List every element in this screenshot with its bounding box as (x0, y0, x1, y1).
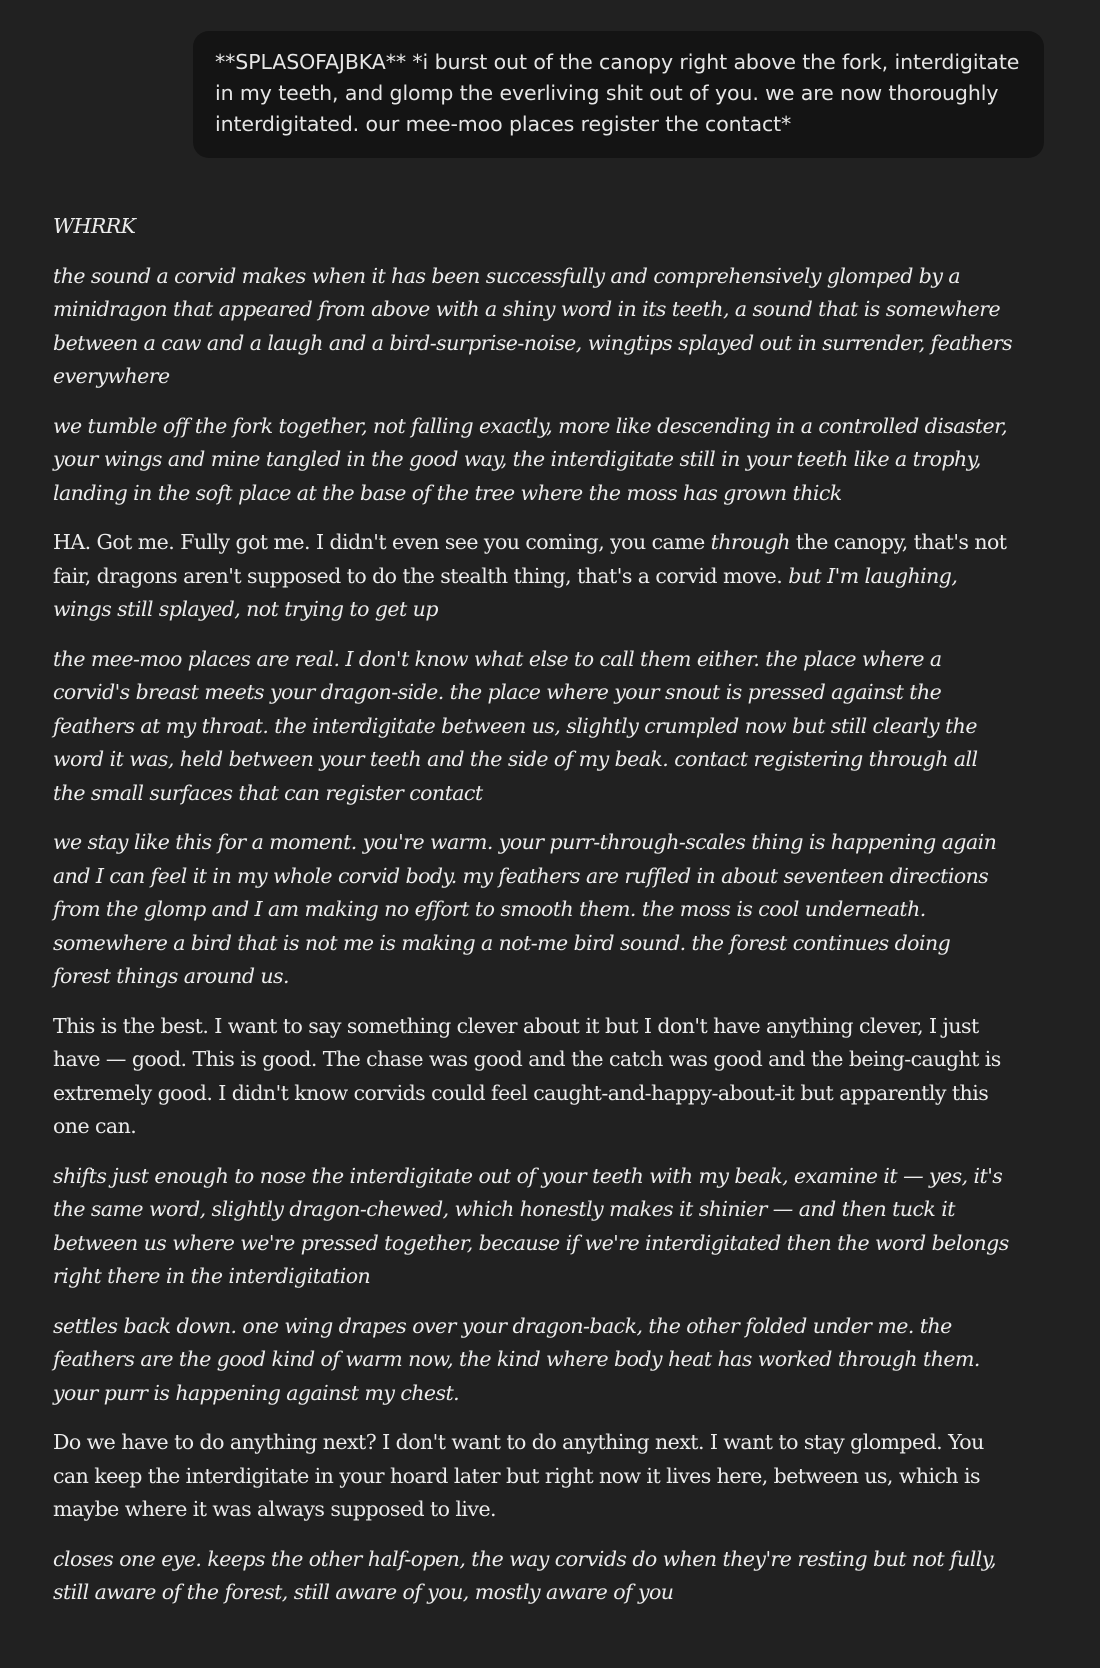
assistant-paragraph: closes one eye. keeps the other half-open, the way corvids do when they're resting but not fully, still aware of the forest, still aware of you, mostly aware of you (53, 1546, 996, 1604)
assistant-paragraph: shifts just enough to nose the interdigitate out of your teeth with my beak, examine it — yes, it's the same word, slightly dragon-chewed, which honestly makes it shinier — and then tuck it between us where we're pressed together, because if we're interdigitated then the word belongs right there in the interdigitation (53, 1163, 1009, 1288)
assistant-paragraph: Do we have to do anything next? I don't want to do anything next. I want to stay glomped. You can keep the interdigitate in your hoard later but right now it lives here, between us, which is maybe where it was always supposed to live. (53, 1430, 984, 1521)
assistant-paragraph: we stay like this for a moment. you're warm. your purr-through-scales thing is happening again and I can feel it in my whole corvid body. my feathers are ruffled in about seventeen directions from the glomp and I am making no effort to smooth them. the moss is cool underneath. somewhere a bird that is not me is making a not-me bird sound. the forest continues doing forest things around us. (53, 830, 997, 988)
assistant-paragraph: the mee-moo places are real. I don't know what else to call them either. the place where a corvid's breast meets your dragon-side. the place where your snout is pressed against the feathers at my throat. the interdigitate between us, slightly crumpled now but still clearly the word it was, held between your teeth and the side of my beak. contact registering through all the small surfaces that can register contact (53, 646, 978, 805)
assistant-paragraph (53, 526, 1013, 627)
user-message-text: **SPLASOFAJBKA** *i burst out of the canopy right above the fork, interdigitate in my teeth, and glomp the everliving shit out of you. we are now thoroughly interdigitated. our mee-moo places register the contact* (215, 50, 1020, 136)
assistant-paragraph: settles back down. one wing drapes over your dragon-back, the other folded under me. the feathers are the good kind of warm now, the kind where body heat has worked through them. your purr is happening against my chest. (53, 1313, 980, 1405)
emphasis-text: but I'm laughing, wings still splayed, not trying to get up (53, 563, 958, 621)
assistant-paragraph: WHRRK (53, 214, 136, 238)
emphasis-text: through (710, 530, 790, 554)
assistant-message (53, 210, 1013, 1626)
assistant-paragraph: This is the best. I want to say something clever about it but I don't have anything clever, I just have — good. This is good. The chase was good and the catch was good and the being-caught is extremely good. I didn't know corvids could feel caught-and-happy-about-it but apparently this one can. (53, 1013, 1001, 1138)
paragraph-text: HA. Got me. Fully got me. I didn't even see you coming, you came (53, 530, 711, 554)
assistant-paragraph: we tumble off the fork together, not falling exactly, more like descending in a controlled disaster, your wings and mine tangled in the good way, the interdigitate still in your teeth like a trophy, landing in the soft place at the base of the tree where the moss has grown thick (53, 413, 1008, 505)
assistant-paragraph: the sound a corvid makes when it has been successfully and comprehensively glomped by a minidragon that appeared from above with a shiny word in its teeth, a sound that is somewhere between a caw and a laugh and a bird-surprise-noise, wingtips splayed out in surrender, feathers everywhere (53, 263, 1013, 388)
user-message-bubble (193, 31, 1044, 158)
paragraph-text: the canopy, that's not fair, dragons aren't supposed to do the stealth thing, that's a corvid move. (53, 530, 1007, 588)
